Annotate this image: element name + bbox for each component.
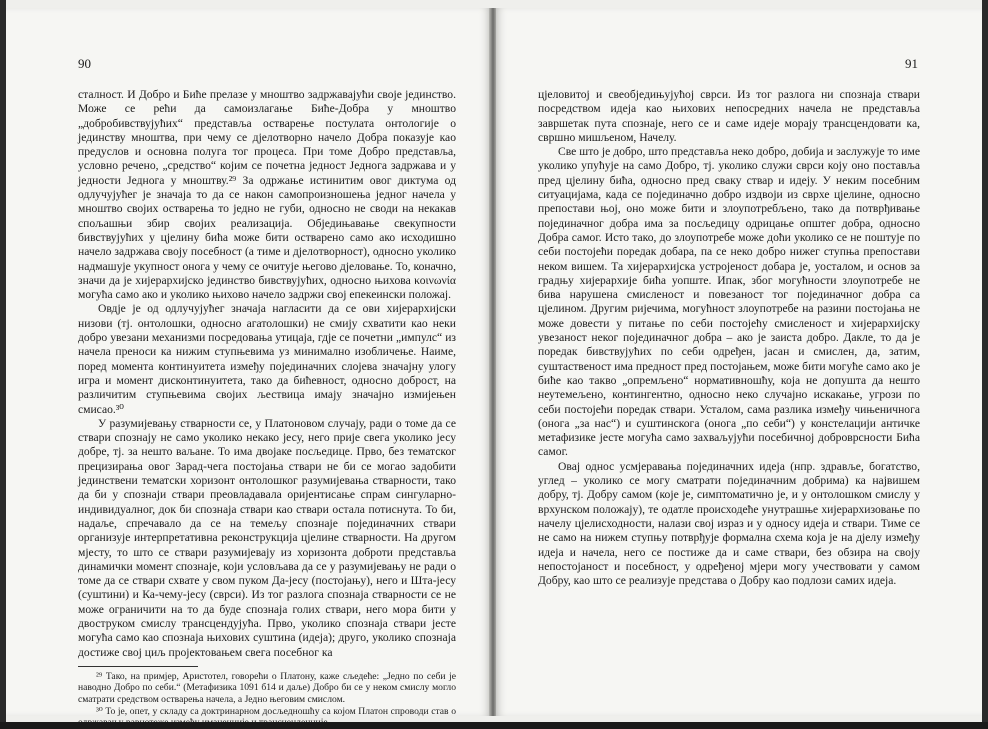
paragraph: Све што је добро, што представља неко добро, добија и заслужује то име уколико упућује на само Добро, тј. уколико служи сврси коју оно поставља пред цјелину бића, односно пред сваку ствар и идеју. У неким посебним ситуацијама, када се појединачно добро издвоји из сврхе цјелине, односно препостави њој, оно може бити и злоупотребљено, тако да потврђивање појединачног добра има за посљедицу одрицање општег добра, односно Добра самог. Исто тако, до злоупотребе може доћи уколико се не поштује по себи постојећи поредак добара, па се неко добро нижег ступња препостави неком вишем. Та хијерархијска устројеност добара је, уосталом, и основ за градњу хијерархије бића уопште. Ипак, због могућности злоупотребе не бива нарушена смисленост и повезаност тог појединачног добра са цјелином. Другим ријечима, могућност злоупотребе на разини постојања не може довести у питање по себи постојећу смисленост и хијерархијску увезаност неког појединачног добра – ако је заиста добро. Дакле, то да је поредак бивствујућих по себи одређен, јасан и смислен, да, затим, суштаственост има предност пред постојањем, може бити могуће само ако је биће као такво „опремљено“ нормативношћу, која не допушта да нешто неутемељено, контингентно, односно нeко случајно искакање, угрози по себи постојећи поредак ствари. Усталом, сама разлика између чињеничнога (онога „за нас“) и суштинскога (онога „по себи“) у констелацији античке метафизике јесте могућа само захваљујући посебичној доброврсности Бића самог.: [538, 145, 920, 459]
footnote: ³⁰ То је, опет, у складу са доктринарном досљедношћу са којом Платон спроводи став о одржавању равнотеже између иманенције и трансценденције.: [78, 705, 456, 729]
scan-edge-right: [982, 0, 988, 722]
footnotes: [78, 671, 456, 729]
left-page: [6, 8, 490, 729]
left-page-body: [78, 88, 456, 729]
paragraph: Овај однос усмјеравања појединачних идеја (нпр. здравље, богатство, углед – уколико се могу сматрати појединачним добрима) ка највишем добру, тј. Добру самом (које је, симптоматично је, и у онтолошком смислу у врхунском положају), те одатле происходеће унутрашње хијерархизовање по начелу цјелисходности, налази свој израз и у односу идеја и ствари. Тиме се не само на нижем ступњу потврђује формална схема која је на дјелу између идеја и начела, него се постиже да и саме ствари, без обзира на своју непостојаност и посебност, у одређеној мјери могу учествовати у самом Добру, као што се реализује представа о Добру као подлози самих идеја.: [538, 459, 920, 588]
paragraph: сталност. И Добро и Биће прелазе у мноштво задржавајући своје јединство. Може се рећи да самоизлагање Биће-Добра у мноштво „добробивствујућих“ представља остварење постулата онтологије о јединству мноштва, при чему се дјелотворно начело Добра показује као предуслов и основна полуга тог процеса. При томе Добро представља, условно речено, „средство“ којим се почетна једност Једнога задржава и у једности Једнога у мноштву.²⁹ За одржање истинитим овог диктума од одлучујућег је значаја то да се након самопроизношења једног начела у мноштво својих остварења то једно не губи, односно не своди на некакав спољашњи збир својих реализација. Обједињавање свекупности бивствујућих у цјелину бића може бити остварено само ако исходишно начело задржава своју посебност (а тиме и дјелотворност), односно уколико надмашује укупност онога у чему се очитује његово дјеловање. То, коначно, значи да је хијерархијско јединство бивствујућих, односно њихова κοινωνία могућа само ако и уколико њихово начело задржи свој епекеински положај.: [78, 88, 456, 302]
paragraph: Овдје је од одлучујућег значаја нагласити да се ови хијерархијски низови (тј. онтолошки, односно агатолошки) не смију схватити као неки добро увезани механизми посредовања утицаја, гдје се почетни „импулс“ из начела преноси ка нижим ступњевима уз минимално изобличење. Наиме, поред момента континуитета између појединачних слојева значајну улогу игра и момент дисконтинуитета, тако да бићевност, односно доброст, на различитим ступњевима својих љествица имају значајно измијењен смисао.³⁰: [78, 302, 456, 416]
right-page-number: 91: [905, 56, 918, 71]
paragraph: цјеловитој и свеобједињујућој сврси. Из тог разлога ни спознаја ствари посредством идеја као њихових непосредних начела не представља завршетак пута спознаје, него се и саме идеје морају трансцендовати ка, свршно мишљеном, Начелу.: [538, 88, 920, 144]
left-page-number: 90: [78, 56, 91, 71]
right-page: [496, 8, 982, 716]
right-page-body: [538, 88, 920, 588]
footnote: ²⁹ Тако, на примјер, Аристотел, говорећи о Платону, каже сљедеће: „Једно по себи је наводно Добро по себи.“ (Метафизика 1091 б14 и даље) Добро би се у неком смислу могло сматрати средством остварења начела, а Једно његовим смислом.: [78, 670, 456, 706]
footnote-separator: [78, 666, 198, 667]
paragraph: У разумијевању стварности се, у Платоновом случају, ради о томе да се ствари спознају не само уколико некако јесу, него прије свега уколико јесу добре, тј. за нешто ваљане. То има двојаке посљедице. Прво, без тематског прецизирања овог Зарад-чега постојања ствари не би се могао задобити јединствени тематски хоризонт онтолошког разумијевања стварности, тако да би у спознаји ствари преовладавала оријентисање спрам сингуларно-индивидуалног, док би спознаја ствари као ствари остала потиснута. То би, надаље, спречавало да се на темељу спознаје појединачних ствари организује интерпретативна реконструкција цјелине стварности. На другом мјесту, то што се ствари разумијевају из хоризонта доброти представља динамички момент спознаје, који условљава да се у разумијевању не ради о томе да се ствари схвате у свом пуком Да-јесу (постојању), него и Шта-јесу (суштини) и Ка-чему-јесу (сврси). Из тог разлога спознаја стварности се не може ограничити на то да буде спознаја голих ствари, него мора бити у двоструком смислу трансцендујућа. Прво, уколико спознаја ствари јесте могућа само као спознаја њихових суштина (идеја); друго, уколико спознаја достиже свој циљ пројектовањем свега посебног ка: [78, 416, 456, 659]
